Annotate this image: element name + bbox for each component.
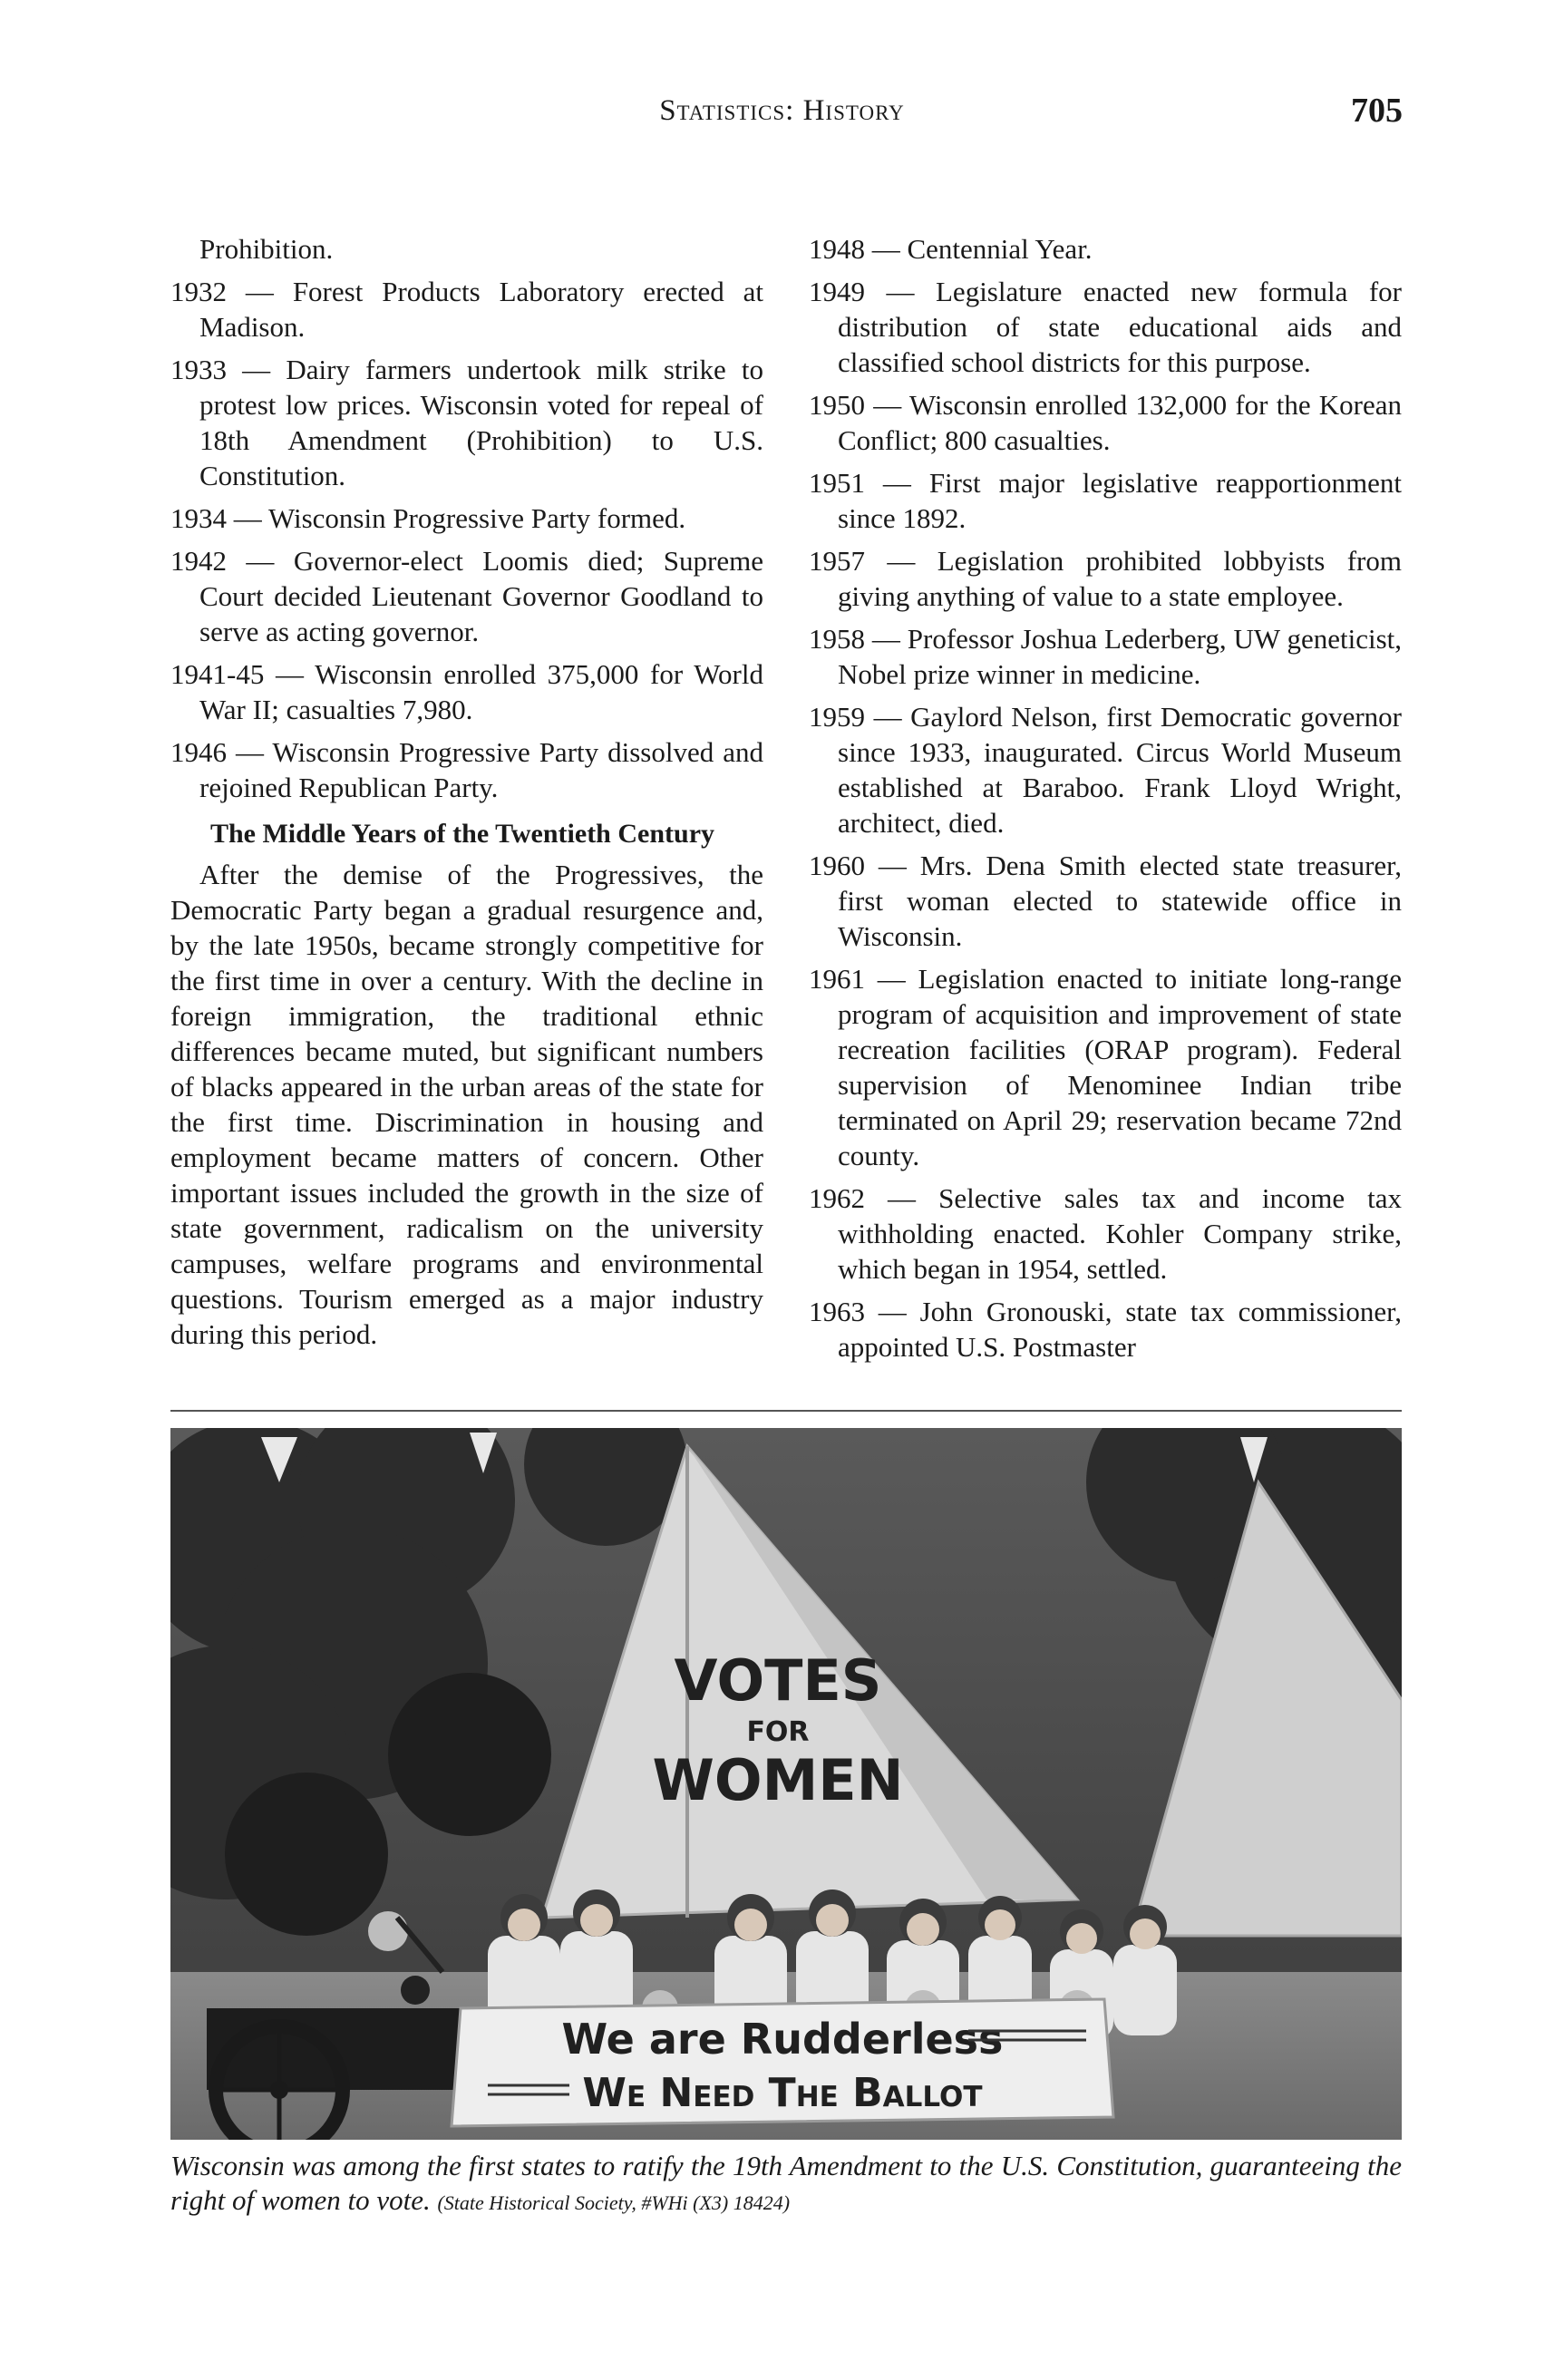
chronology-entry: 1960 — Mrs. Dena Smith elected state treasurer, first woman elected to statewide office in Wisconsin. (809, 850, 1402, 952)
chronology-entry: 1958 — Professor Joshua Lederberg, UW geneticist, Nobel prize winner in medicine. (809, 623, 1402, 690)
photo-credit: (State Historical Society, #WHi (X3) 18424) (437, 2191, 791, 2214)
chronology-entry: 1948 — Centennial Year. (809, 233, 1093, 265)
banner-text: We Need The Ballot (582, 2070, 983, 2116)
sail-text: WOMEN (652, 1747, 904, 1813)
photo-caption (170, 2149, 1402, 2220)
chronology-entry: 1963 — John Gronouski, state tax commissioner, appointed U.S. Postmaster (809, 1296, 1402, 1363)
chronology-entry: 1942 — Governor-elect Loomis died; Supreme Court decided Lieutenant Governor Goodland to serve as acting governor. (170, 545, 763, 647)
divider-rule (170, 1410, 1402, 1412)
sail-text: FOR (746, 1716, 810, 1748)
chronology-entry: 1957 — Legislation prohibited lobbyists from giving anything of value to a state employee. (809, 545, 1402, 612)
caption-text: Wisconsin was among the first states to ratify the 19th Amendment to the U.S. Constitution, guaranteeing the right of women to vote. (170, 2150, 1402, 2216)
body-paragraph: After the demise of the Progressives, the Democratic Party began a gradual resurgence and, by the late 1950s, became strongly competitive for the first time in over a century. With the decline in foreign immigration, the traditional ethnic differences became muted, but significant numbers of blacks appeared in the urban areas of the state for the first time. Discrimination in housing and employment became matters of concern. Other important issues included the growth in the size of state government, radicalism on the university campuses, welfare programs and environmental questions. Tourism emerged as a major industry during this period. (170, 859, 763, 1350)
section-heading: The Middle Years of the Twentieth Century (209, 819, 715, 849)
sail-text: VOTES (674, 1647, 882, 1714)
running-head (0, 94, 1564, 140)
running-title: Statistics: History (659, 94, 905, 127)
page-number: 705 (1351, 92, 1403, 130)
left-column (170, 231, 763, 1352)
suffrage-photo (170, 1428, 1402, 2140)
chronology-entry: 1946 — Wisconsin Progressive Party dissolved and rejoined Republican Party. (170, 736, 763, 803)
chronology-entry: 1934 — Wisconsin Progressive Party formed. (170, 502, 686, 534)
chronology-entry: 1959 — Gaylord Nelson, first Democratic governor since 1933, inaugurated. Circus World Museum established at Baraboo. Frank Lloyd Wright, architect, died. (809, 701, 1402, 839)
banner (452, 1999, 1113, 2126)
chronology-entry: 1950 — Wisconsin enrolled 132,000 for the Korean Conflict; 800 casualties. (809, 389, 1402, 456)
banner-text: We are Rudderless (561, 2015, 1004, 2064)
chronology-entry: 1962 — Selective sales tax and income tax withholding enacted. Kohler Company strike, which began in 1954, settled. (809, 1182, 1402, 1285)
chronology-entry: 1933 — Dairy farmers undertook milk strike to protest low prices. Wisconsin voted for repeal of 18th Amendment (Prohibition) to U.S. Constitution. (170, 354, 763, 491)
chronology-entry: 1949 — Legislature enacted new formula for distribution of state educational aids and classified school districts for this purpose. (809, 276, 1402, 378)
right-column (809, 231, 1402, 1372)
chronology-entry: 1961 — Legislation enacted to initiate long-range program of acquisition and improvement of state recreation facilities (ORAP program). Federal supervision of Menominee Indian tribe terminated on April 29; reservation became 72nd county. (809, 963, 1402, 1171)
chronology-entry: 1951 — First major legislative reapportionment since 1892. (809, 467, 1402, 534)
chronology-entry: 1932 — Forest Products Laboratory erected at Madison. (170, 276, 763, 343)
chronology-entry: Prohibition. (199, 233, 334, 265)
chronology-entry: 1941-45 — Wisconsin enrolled 375,000 for World War II; casualties 7,980. (170, 658, 763, 725)
